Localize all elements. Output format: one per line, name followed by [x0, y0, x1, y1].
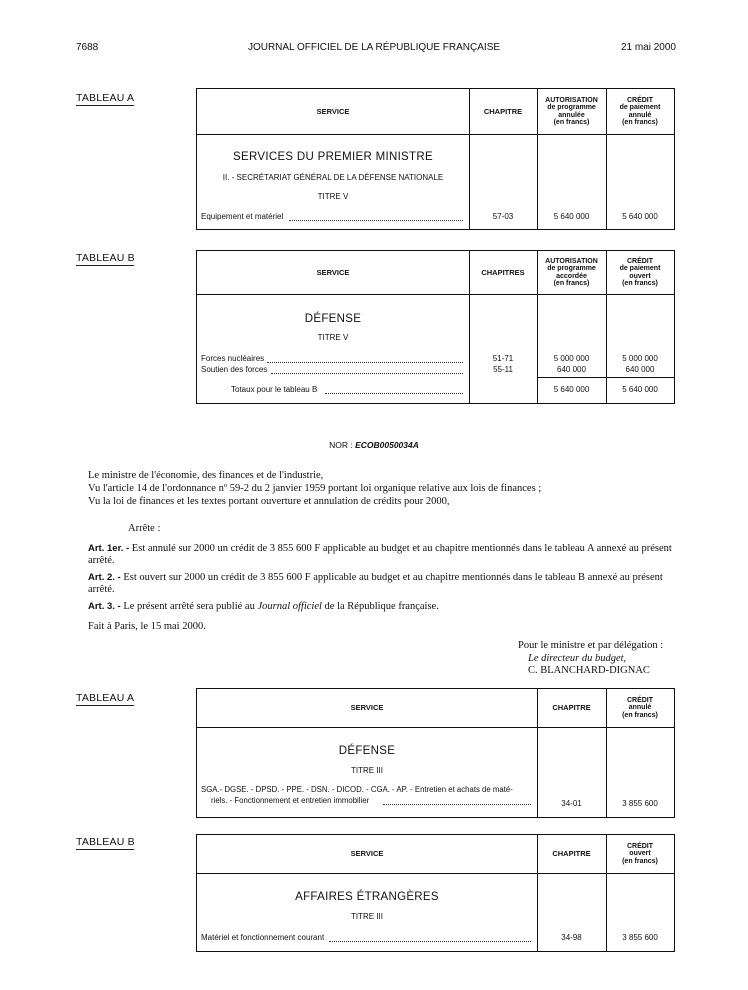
article-2: Art. 2. - Est ouvert sur 2000 un crédit de 3 855 600 F applicable au budget et au chapitre mentionnés dans le tableau B annexé au présent arrêté. — [88, 572, 663, 595]
row-chapitre: 57-03 — [492, 212, 514, 221]
table-b-label-2: TABLEAU B — [76, 836, 135, 848]
section-title: AFFAIRES ÉTRANGÈRES — [295, 891, 439, 903]
intro-line: Vu l'article 14 de l'ordonnance nº 59-2 du 2 janvier 1959 portant loi organique relative aux lois de finances ; — [88, 483, 542, 494]
row-label: Matériel et fonctionnement courant — [201, 933, 325, 942]
row-label: Equipement et matériel — [201, 212, 284, 221]
page-date: 21 mai 2000 — [620, 42, 676, 53]
col-header-chapitre: CHAPITRE — [483, 106, 523, 116]
titre-label: TITRE III — [351, 766, 383, 775]
row-label: Forces nucléaires — [201, 354, 265, 363]
col-header-chapitre: CHAPITRE — [552, 703, 591, 713]
titre-label: TITRE III — [351, 912, 383, 921]
col-header-chapitres: CHAPITRES — [481, 267, 525, 277]
arrete-label: Arrête : — [128, 523, 161, 534]
section-title: SERVICES DU PREMIER MINISTRE — [233, 151, 433, 163]
table-a-first — [196, 88, 675, 230]
row-label: Soutien des forces — [201, 365, 268, 374]
row-label-line1: SGA.- DGSE. - DPSD. - PPE. - DSN. - DICOD. - CGA. - AP. - Entretien et achats de maté- — [201, 785, 513, 794]
col-header-service: SERVICE — [350, 703, 384, 713]
table-a-label: TABLEAU A — [76, 92, 135, 104]
titre-label: TITRE V — [317, 333, 349, 342]
total-label: Totaux pour le tableau B — [231, 385, 318, 394]
row-chapitre: 55-11 — [493, 365, 513, 374]
table-b-label-2-underline — [76, 849, 134, 850]
intro-line: Vu la loi de finances et les textes portant ouverture et annulation de crédits pour 2000, — [88, 496, 450, 507]
table-a-second — [196, 688, 675, 818]
col-header-chapitre: CHAPITRE — [552, 849, 591, 859]
col-header-credit: CRÉDIT ouvert (en francs) — [622, 842, 658, 865]
section-title: DÉFENSE — [304, 313, 362, 325]
row-credit: 5 000 000 — [622, 354, 658, 363]
row-credit: 640 000 — [625, 365, 655, 374]
col-header-autorisation: AUTORISATION de programme accordée (en francs) — [545, 257, 598, 287]
row-credit: 5 640 000 — [622, 212, 658, 221]
journal-title: JOURNAL OFFICIEL DE LA RÉPUBLIQUE FRANÇAISE — [247, 42, 501, 53]
section-title: DÉFENSE — [338, 745, 396, 757]
table-a-label-2-underline — [76, 705, 134, 706]
row-autorisation: 5 000 000 — [553, 354, 590, 363]
table-a-label-underline — [76, 105, 134, 106]
col-header-autorisation: AUTORISATION de programme annulée (en francs) — [545, 96, 598, 126]
table-b-first — [196, 250, 675, 404]
row-label-line2: riels. - Fonctionnement et entretien immobilier — [211, 796, 370, 805]
table-b-second — [196, 834, 675, 952]
col-header-service: SERVICE — [350, 849, 384, 859]
row-autorisation: 5 640 000 — [553, 212, 590, 221]
total-credit: 5 640 000 — [622, 385, 658, 394]
row-credit: 3 855 600 — [622, 799, 658, 808]
col-header-credit: CRÉDIT annulé (en francs) — [622, 696, 658, 719]
table-a-label-2: TABLEAU A — [76, 692, 135, 704]
intro-line: Le ministre de l'économie, des finances et de l'industrie, — [88, 470, 324, 481]
total-autorisation: 5 640 000 — [553, 385, 590, 394]
row-chapitre: 34-98 — [561, 933, 582, 942]
col-header-credit: CRÉDIT de paiement ouvert (en francs) — [619, 257, 661, 287]
article-1: Art. 1er. - Est annulé sur 2000 un crédit de 3 855 600 F applicable au budget et au chapitre mentionnés dans le tableau A annexé au présent arrêté. — [88, 543, 672, 566]
nor-line: NOR : ECOB0050034A — [329, 440, 419, 450]
row-chapitre: 34-01 — [561, 799, 582, 808]
row-chapitre: 51-71 — [492, 354, 514, 363]
col-header-credit: CRÉDIT de paiement annulé (en francs) — [619, 96, 661, 126]
col-header-service: SERVICE — [316, 106, 350, 116]
signature-block: Pour le ministre et par délégation : Le directeur du budget, C. BLANCHARD-DIGNAC — [518, 640, 664, 676]
article-3: Art. 3. - Le présent arrêté sera publié au Journal officiel de la République française. — [88, 601, 439, 612]
row-autorisation: 640 000 — [557, 365, 586, 374]
titre-label: TITRE V — [317, 192, 349, 201]
table-b-label: TABLEAU B — [76, 252, 135, 264]
fait-line: Fait à Paris, le 15 mai 2000. — [88, 621, 206, 632]
table-b-label-underline — [76, 265, 134, 266]
subsection-title: II. - SECRÉTARIAT GÉNÉRAL DE LA DÉFENSE NATIONALE — [222, 173, 444, 182]
row-credit: 3 855 600 — [622, 933, 658, 942]
page-number: 7688 — [76, 42, 99, 53]
col-header-service: SERVICE — [316, 267, 350, 277]
